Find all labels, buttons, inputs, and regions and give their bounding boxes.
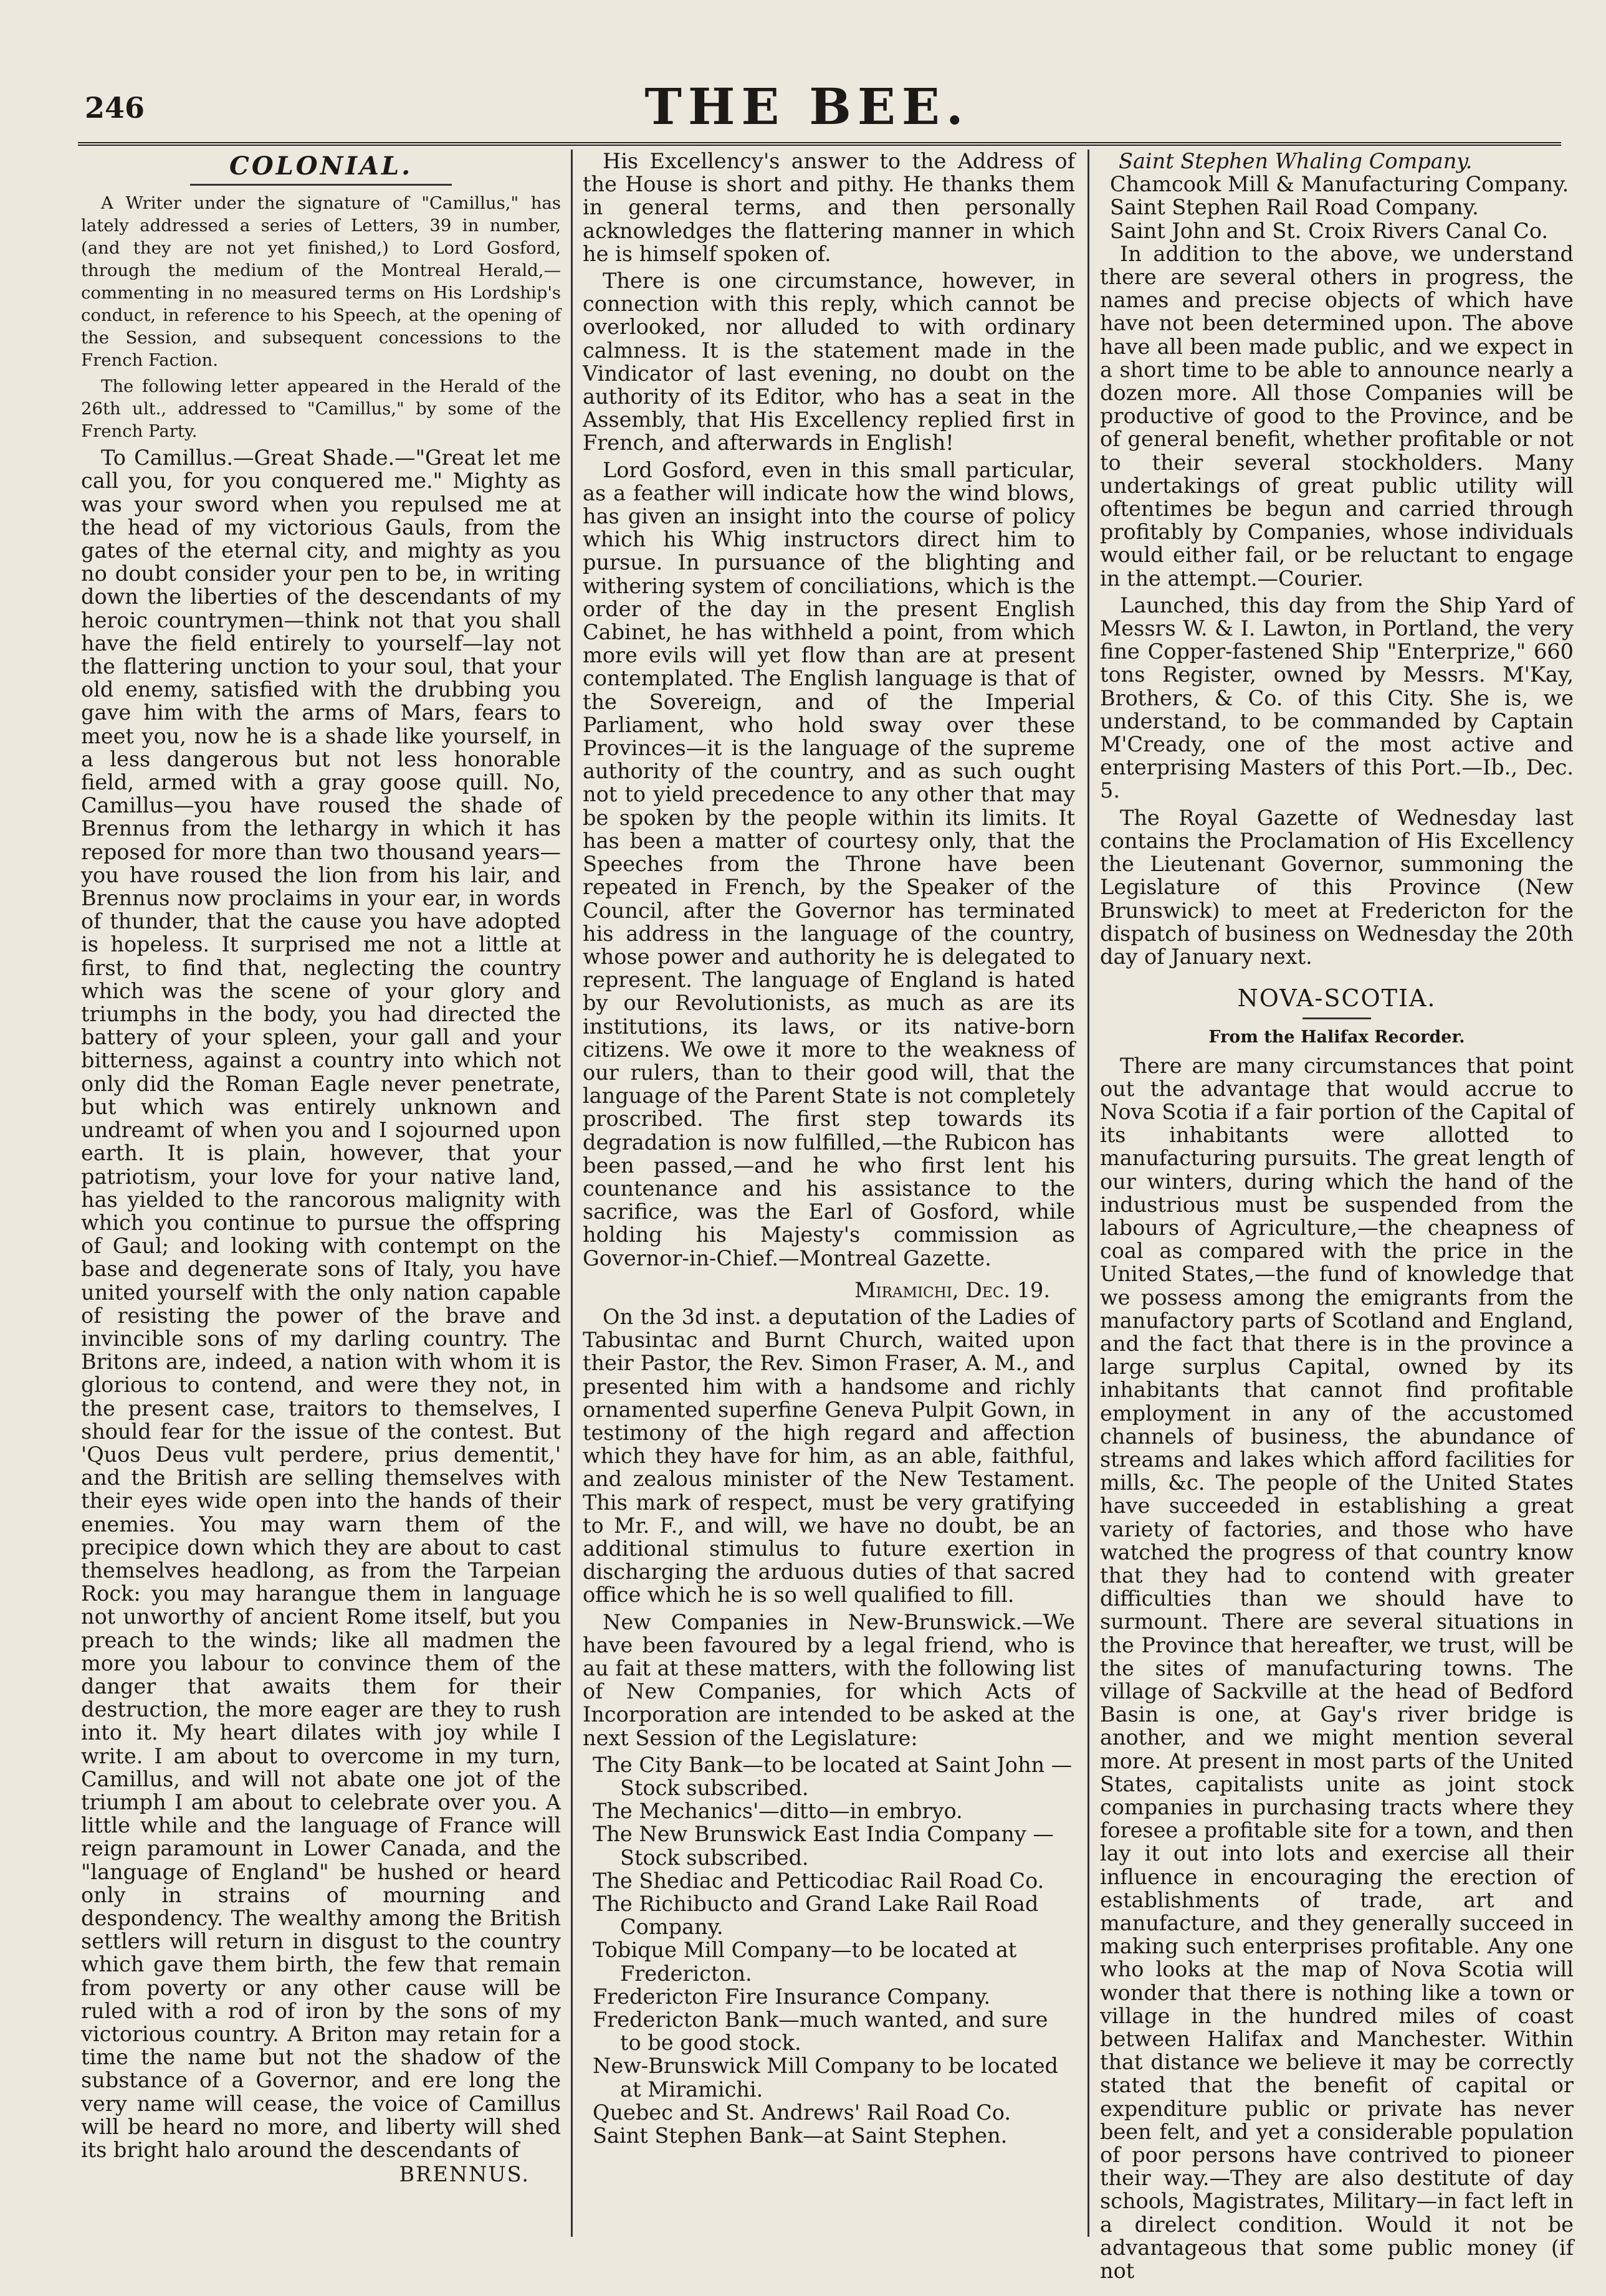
article-paragraph: There is one circumstance, however, in connection with this reply, which cannot be overlooked, nor alluded to with ordinary calmness. It is the statement made in the Vindicator of last evening, no doubt on the authority of its Editor, who has a seat in the Assembly, that His Excellency replied first in French, and afterwards in English! (583, 269, 1075, 455)
masthead-title: THE BEE. (644, 77, 970, 136)
page-number: 246 (85, 91, 145, 125)
list-item: Fredericton Fire Insurance Company. (593, 1984, 991, 2009)
dateline: Miramichi, Dec. 19. (854, 1277, 1050, 1302)
article-paragraph: Lord Gosford, even in this small particular, as a feather will indicate how the wind blows, has given an insight into the course of policy which his Whig instructors direct him to pursue. In pursuance of the blighting and withering system of conciliations, which is the order of the day in the present English Cabinet, he has withheld a point, from which more evils will yet flow than are at present contemplated. The English language is that of the Sovereign, and of the Imperial Parliament, who hold sway over these Provinces—it is the language of the supreme authority of the country, and as such ought not to yield precedence to any other that may be spoken by the people within its limits. It has been a matter of courtesy only, that the Speeches from the Throne have been repeated in French, by the Speaker of the Council, after the Governor has terminated his address in the language of the country, whose power and authority he is delegated to represent. The language of England is hated by our Revolutionists, as much as are its institutions, its laws, or its native-born citizens. We owe it more to the weakness of our rulers, than to their good will, that the language of the Parent State is not completely proscribed. The first step towards its degradation is now fulfilled,—the Rubicon has been passed,—and he who first lent his countenance and his assistance to the sacrifice, was the Earl of Gosford, while holding his Majesty's commission as Governor-in-Chief.—Montreal Gazette. (583, 457, 1075, 1270)
header-rule (78, 142, 1561, 146)
list-item: The Mechanics'—ditto—in embryo. (593, 1799, 963, 1824)
article-paragraph: New Companies in New-Brunswick.—We have been favoured by a legal friend, who is au fait at these matters, with the following list of New Companies, for which Acts of Incorporation are intended to be asked at the next Session of the Legislature: (583, 1609, 1075, 1750)
letter-text: To Camillus.—Great Shade.—"Great let me call you, for you conquered me." Mighty as was your sword when you repulsed me at the head of my victorious Gauls, from the gates of the eternal city, and mighty as you no doubt consider your pen to be, in writing down the liberties of the descendants of my heroic countrymen—think not that you shall have the field entirely to yourself—lay not the flattering unction to your soul, that your old enemy, satisfied with the drubbing you gave him with the arms of Mars, fears to meet you, now he is a shade like yourself, in a less dangerous but not less honorable field, armed with a gray goose quill. No, Camillus—you have roused the shade of Brennus from the lethargy in which it has reposed for more than two thousand years—you have roused the lion from his lair, and Brennus now proclaims in your ear, in words of thunder, that the cause you have adopted is hopeless. It surprised me not a little at first, to find that, neglecting the country which was the scene of your glory and triumphs in the body, you had directed the battery of your spleen, your gall and your bitterness, against a country into which not only did the Roman Eagle never penetrate, but which was entirely unknown and undreamt of when you and I sojourned upon earth. It is plain, however, that your patriotism, your love for your native land, has yielded to the rancorous malignity with which you continue to pursue the offspring of Gaul; and looking with contempt on the base and degenerate sons of Italy, you have united yourself with the only nation capable of resisting the power of the brave and invincible sons of my darling country. The Britons are, indeed, a nation with whom it is glorious to contend, and were they not, in the present case, traitors to themselves, I should fear for the issue of the contest. But 'Quos Deus vult perdere, prius dementit,' and the British are selling themselves with their eyes wide open into the hands of their enemies. You may warn them of the precipice down which they are about to cast themselves headlong, as from the Tarpeian Rock: you may harangue them in language not unworthy of ancient Rome itself, but you preach to the winds; like all madmen the more you labour to convince them of the danger that awaits them for their destruction, the more eager are they to rush into it. My heart dilates with joy while I write. I am about to overcome in my turn, Camillus, and will not abate one jot of the triumph I am about to celebrate over you. A little while and the language of France will reign paramount in Lower Canada, and the "language of England" be hushed or heard only in strains of mourning and despondency. The wealthy among the British settlers will return in disgust to the country which gave them birth, the few that remain from poverty or any other cause will be ruled with a rod of iron by the sons of my victorious country. A Briton may retain for a time the name but not the shadow of the substance of a Governor, and ere long the very name will cease, the voice of Camillus will be heard no more, and liberty will shed its bright halo around the descendants of (81, 445, 561, 2163)
companies-list (583, 1753, 1075, 2147)
list-item: The Shediac and Petticodiac Rail Road Co. (593, 1868, 1044, 1893)
list-item: Saint John and St. Croix Rivers Canal Co. (1110, 218, 1549, 243)
section-title-colonial: COLONIAL. (229, 151, 413, 181)
article-paragraph: The Royal Gazette of Wednesday last contains the Proclamation of His Excellency the Lieutenant Governor, summoning the Legislature of this Province (New Brunswick) to meet at Fredericton for the dispatch of business on Wednesday the 20th day of January next. (1100, 805, 1574, 969)
section-rule (190, 184, 452, 186)
letter-signature: BRENNUS. (399, 2162, 530, 2187)
intro-paragraph-2: The following letter appeared in the Herald of the 26th ult., addressed to "Camillus," by some of the French Party. (81, 376, 561, 442)
column-divider-1 (571, 150, 573, 2237)
article-paragraph: On the 3d inst. a deputation of the Ladies of Tabusintac and Burnt Church, waited upon their Pastor, the Rev. Simon Fraser, A. M., and presented him with a handsome and richly ornamented superfine Geneva Pulpit Gown, in testimony of the high regard and affection which they have for him, as an able, faithful, and zealous minister of the New Testament. This mark of respect, must be very gratifying to Mr. F., and will, we have no doubt, be an additional stimulus to future exertion in discharging the arduous duties of that sacred office which he is so well qualified to fill. (583, 1304, 1075, 1608)
article-paragraph: His Excellency's answer to the Address of the House is short and pithy. He thanks them in general terms, and then personally acknowledges the flattering manner in which he is himself spoken of. (583, 149, 1075, 266)
article-source: From the Halifax Recorder. (1208, 1027, 1465, 1047)
list-item: The City Bank—to be located at Saint John —Stock subscribed. (593, 1752, 1073, 1801)
section-title-nova-scotia: NOVA-SCOTIA. (1237, 984, 1436, 1012)
column-2 (583, 150, 1075, 2249)
column-1 (81, 150, 561, 2249)
column-divider-2 (1087, 150, 1089, 2237)
article-paragraph: In addition to the above, we understand there are several others in progress, the names and precise objects of which have have not been determined upon. The above have all been made public, and we expect in a short time to be able to announce nearly a dozen more. All those Companies will be productive of good to the Province, and be of general benefit, whether profitable or not to their several stockholders. Many undertakings of great public utility will oftentimes be begun and carried through profitably by Companies, whose individuals would either fail, or be reluctant to engage in the attempt.—Courier. (1100, 241, 1574, 591)
list-item: The New Brunswick East India Company —Stock subscribed. (593, 1822, 1054, 1870)
column-3 (1100, 149, 1574, 2284)
list-item: Chamcook Mill & Manufacturing Company. (1110, 172, 1569, 197)
list-item: The Richibucto and Grand Lake Rail Road Company. (593, 1892, 1039, 1940)
list-item: Saint Stephen Bank—at Saint Stephen. (593, 2123, 1008, 2148)
article-paragraph: There are many circumstances that point out the advantage that would accrue to Nova Scotia if a fair portion of the Capital of its inhabitants were allotted to manufacturing pursuits. The great length of our winters, during which the hand of the industrious must be suspended from the labours of Agriculture,—the cheapness of coal as compared with the price in the United States,—the fund of knowledge that we possess among the emigrants from the manufactory parts of Scotland and England, and the fact that there is in the province a large surplus Capital, owned by its inhabitants that cannot find profitable employment in any of the accustomed channels of business, the abundance of streams and lakes which afford facilities for mills, &c. The people of the United States have succeeded in establishing a great variety of factories, and those who have watched the progress of that country know that they had to contend with greater difficulties than we should have to surmount. There are several situations in the Province that hereafter, we trust, will be the sites of manufacturing towns. The village of Sackville at the head of Bedford Basin is one, at Gay's river bridge is another, and we might mention several more. At present in most parts of the United States, capitalists unite as joint stock companies in purchasing tracts where they foresee a profitable site for a town, and then lay it out into lots and exercise all their influence in encouraging the erection of establishments of trade, art and manufacture, and they generally succeed in making such enterprises profitable. Any one who looks at the map of Nova Scotia will wonder that there is nothing like a town or village in the hundred miles of coast between Halifax and Manchester. Within that distance we believe it may be correctly stated that the benefit of capital or expenditure public or private has never been felt, and yet a considerable population of poor persons have contrived to pioneer their way.—They are also destitute of day schools, Magistrates, Military—in fact left in a direlect condition. Would it not be advantageous that some public money (if not (1100, 1053, 1574, 2284)
list-item: Saint Stephen Whaling Company. (1119, 149, 1473, 173)
companies-list-continued (1100, 150, 1574, 242)
intro-paragraph: A Writer under the signature of "Camillus," has lately addressed a series of Letters, 39 in number, (and they are not yet finished,) to Lord Gosford, through the medium of the Montreal Herald,—commenting in no measured terms on His Lordship's conduct, in reference to his Speech, at the opening of the Session, and subsequent concessions to the French Faction. (81, 193, 561, 371)
section-rule (1302, 1017, 1371, 1019)
list-item: Saint Stephen Rail Road Company. (1110, 195, 1479, 220)
list-item: New-Brunswick Mill Company to be located at Miramichi. (593, 2054, 1058, 2102)
list-item: Quebec and St. Andrews' Rail Road Co. (593, 2100, 1011, 2125)
article-paragraph: Launched, this day from the Ship Yard of Messrs W. & I. Lawton, in Portland, the very fine Copper-fastened Ship "Enterprize," 660 tons Register, owned by Messrs. M'Kay, Brothers, & Co. of this City. She is, we understand, to be commanded by Captain M'Cready, one of the most active and enterprising Masters of this Port.—Ib., Dec. 5. (1100, 593, 1574, 803)
list-item: Tobique Mill Company—to be located at Fredericton. (593, 1938, 1017, 1986)
page-header (69, 69, 1546, 143)
list-item: Fredericton Bank—much wanted, and sure to be good stock. (593, 2008, 1048, 2055)
